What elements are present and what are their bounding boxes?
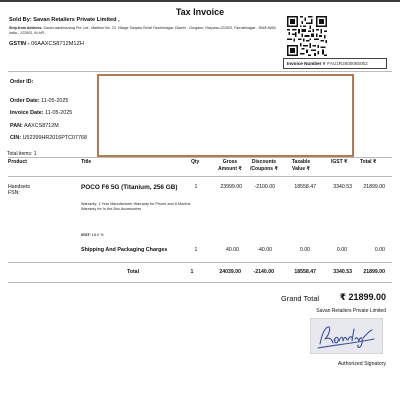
- shipping-qty: 1: [194, 247, 198, 253]
- item-title: POCO F6 5G (Titanium, 256 GB): [81, 184, 178, 191]
- order-id-label: Order ID:: [10, 79, 34, 85]
- cin-value: U52399HR2016PTC07768: [22, 135, 88, 141]
- invoice-number-label: Invoice Number #: [287, 61, 326, 66]
- pan: [10, 123, 59, 129]
- shipping-taxable: 0.00: [299, 247, 310, 253]
- header-taxable-line2: Value ₹: [292, 165, 310, 172]
- header-gross-amount: [212, 159, 248, 172]
- item-warranty: Warranty: 1 Year Manufacturer Warranty for Phone and 6 Months Warranty for In the Box Accessories: [81, 202, 191, 212]
- item-fsn: FSN:: [8, 190, 20, 197]
- sold-by-value: Savan Retailers Private Limited ,: [33, 17, 120, 23]
- company-name: Savan Retailers Private Limited: [316, 308, 386, 314]
- sold-by-label: Sold By:: [9, 17, 32, 23]
- table-header-divider: [8, 176, 392, 177]
- pan-value: AAXCS8712M: [23, 123, 59, 129]
- invoice-number-value: FAU1R2600065052: [327, 61, 368, 66]
- ship-from-label: Ship-from Address:: [9, 26, 43, 30]
- page-top-edge: [0, 0, 400, 2]
- header-igst: IGST ₹: [331, 159, 348, 165]
- cin: [10, 135, 87, 141]
- totals-top-divider: [8, 262, 392, 263]
- table-top-divider: [8, 157, 392, 158]
- header-taxable-value: [283, 159, 319, 172]
- total-items-label: Total items:: [7, 151, 33, 157]
- totals-qty: 1: [190, 269, 194, 275]
- item-product-category: Handsets: [8, 184, 30, 190]
- signature-image: [310, 318, 383, 354]
- item-taxable: 18558.47: [294, 184, 316, 190]
- header-product: Product: [8, 159, 27, 165]
- header-total: Total ₹: [360, 159, 377, 165]
- header-discounts-line2: /Coupons ₹: [250, 165, 278, 172]
- totals-discount: -2140.00: [253, 269, 274, 275]
- pan-label: PAN:: [10, 123, 23, 129]
- totals-taxable: 18558.47: [294, 269, 316, 275]
- header-qty: Qty: [191, 159, 200, 165]
- header-discounts-line1: Discounts: [251, 159, 277, 165]
- redaction-box: [97, 74, 354, 157]
- invoice-date-label: Invoice Date:: [10, 110, 44, 116]
- invoice-date: [10, 110, 72, 116]
- shipping-gross: 40.00: [226, 247, 239, 253]
- totals-igst: 3340.53: [333, 269, 352, 275]
- seller-block: [9, 17, 285, 47]
- item-igst-rate-label: IGST:: [81, 233, 91, 237]
- document-title: Tax Invoice: [175, 7, 225, 17]
- header-gross-line1: Gross: [222, 159, 238, 165]
- totals-total: 21899.00: [363, 269, 385, 275]
- order-id: [10, 79, 33, 85]
- gstin-value: 06AAXCS8712M1ZH: [31, 40, 84, 47]
- item-igst-rate-value: 18.0 %: [91, 233, 104, 237]
- shipping-igst: 0.00: [336, 247, 347, 253]
- header-title: Title: [81, 159, 92, 165]
- total-items-value: 1: [33, 151, 37, 157]
- header-divider: [8, 71, 392, 72]
- totals-bottom-divider: [8, 282, 392, 283]
- item-gross: 23999.00: [220, 184, 242, 190]
- shipping-discount: -40.00: [257, 247, 272, 253]
- header-discounts: [244, 159, 284, 172]
- ship-from-value: Savan warehousing Pvt. Ltd., Madhuri No. 23, Village Sanpka,Tehsil Farukhnagar, District - Gurgaon, Haryana-122503, Farrukhnagar , 8048 8466, India - 122503, IN-HR..: [9, 26, 277, 36]
- item-product: [8, 184, 30, 197]
- item-qty: 1: [194, 184, 198, 190]
- item-total: 21899.00: [363, 184, 385, 190]
- item-igst: 3340.53: [333, 184, 352, 190]
- item-discount: -2100.00: [254, 184, 275, 190]
- grand-total-label: Grand Total: [281, 294, 320, 303]
- grand-total-value: ₹ 21899.00: [339, 292, 386, 302]
- item-igst-rate: [81, 233, 104, 237]
- gstin-label: GSTIN -: [9, 40, 30, 47]
- invoice-number-box: [283, 58, 387, 69]
- gstin: [9, 41, 285, 47]
- header-gross-line2: Amount ₹: [218, 165, 242, 172]
- invoice-date-value: 11-05-2025: [45, 110, 73, 116]
- order-date-label: Order Date:: [10, 98, 40, 104]
- cin-label: CIN:: [10, 135, 22, 141]
- ship-from-address: [9, 26, 285, 37]
- qr-code: [287, 16, 327, 56]
- shipping-total: 0.00: [374, 247, 385, 253]
- order-date: [10, 98, 68, 104]
- totals-gross: 24039.00: [219, 269, 241, 275]
- order-date-value: 11-05-2025: [41, 98, 69, 104]
- shipping-title: Shipping And Packaging Charges: [81, 247, 168, 253]
- totals-label: Total: [127, 269, 140, 275]
- header-taxable-line1: Taxable: [291, 159, 311, 165]
- sold-by: [9, 17, 285, 23]
- authorized-signatory: Authorized Signatory: [337, 361, 386, 367]
